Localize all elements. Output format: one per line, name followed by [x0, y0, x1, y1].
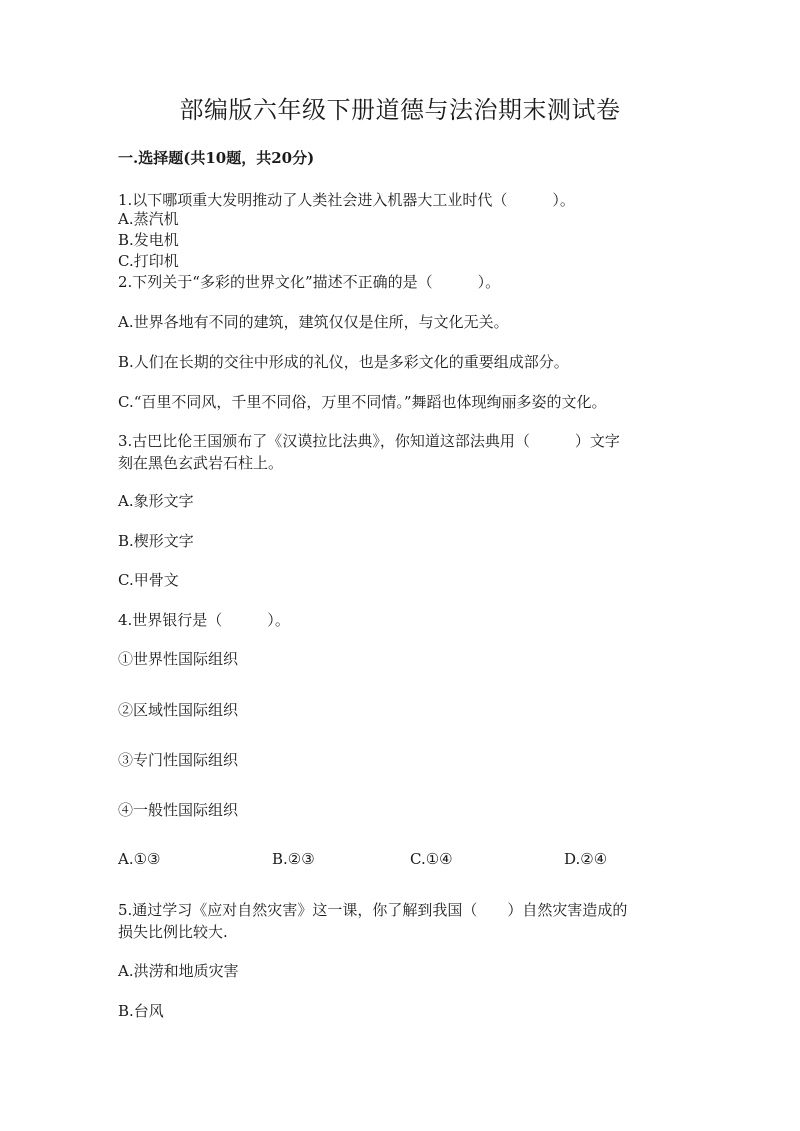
question-5-option-b: B.台风 — [118, 1002, 164, 1020]
question-4-option-a: A.①③ — [118, 850, 161, 868]
question-4-item-1: ①世界性国际组织 — [118, 650, 239, 668]
question-5-stem-line-1: 5.通过学习《应对自然灾害》这一课，你了解到我国（ ）自然灾害造成的 — [118, 901, 628, 919]
question-4-item-4: ④一般性国际组织 — [118, 801, 239, 819]
question-4-option-c: C.①④ — [410, 850, 453, 868]
question-4-item-2: ②区域性国际组织 — [118, 701, 239, 719]
question-1-option-b: B.发电机 — [118, 231, 179, 249]
section-heading: 一.选择题(共10题，共20分) — [118, 149, 315, 167]
question-3-option-b: B.楔形文字 — [118, 532, 194, 550]
question-2-stem: 2.下列关于“多彩的世界文化”描述不正确的是（ ）。 — [118, 273, 501, 291]
question-4-option-b: B.②③ — [272, 850, 315, 868]
question-1-option-a: A.蒸汽机 — [118, 210, 179, 228]
question-3-option-a: A.象形文字 — [118, 492, 194, 510]
question-2-option-c: C.“百里不同风，千里不同俗，万里不同情。”舞蹈也体现绚丽多姿的文化。 — [118, 393, 607, 411]
question-5-option-a: A.洪涝和地质灾害 — [118, 962, 239, 980]
question-4-stem: 4.世界银行是（ ）。 — [118, 611, 290, 629]
question-4-item-3: ③专门性国际组织 — [118, 751, 239, 769]
question-2-option-a: A.世界各地有不同的建筑，建筑仅仅是住所，与文化无关。 — [118, 313, 509, 331]
question-5-stem-line-2: 损失比例比较大. — [118, 923, 228, 941]
question-3-stem-line-2: 刻在黑色玄武岩石柱上。 — [118, 454, 284, 472]
page-title: 部编版六年级下册道德与法治期末测试卷 — [179, 96, 621, 124]
question-2-option-b: B.人们在长期的交往中形成的礼仪，也是多彩文化的重要组成部分。 — [118, 353, 569, 371]
question-3-stem-line-1: 3.古巴比伦王国颁布了《汉谟拉比法典》，你知道这部法典用（ ）文字 — [118, 432, 620, 450]
question-3-option-c: C.甲骨文 — [118, 571, 179, 589]
question-4-option-d: D.②④ — [564, 850, 608, 868]
question-1-option-c: C.打印机 — [118, 252, 179, 270]
question-1-stem: 1.以下哪项重大发明推动了人类社会进入机器大工业时代（ ）。 — [118, 191, 575, 209]
